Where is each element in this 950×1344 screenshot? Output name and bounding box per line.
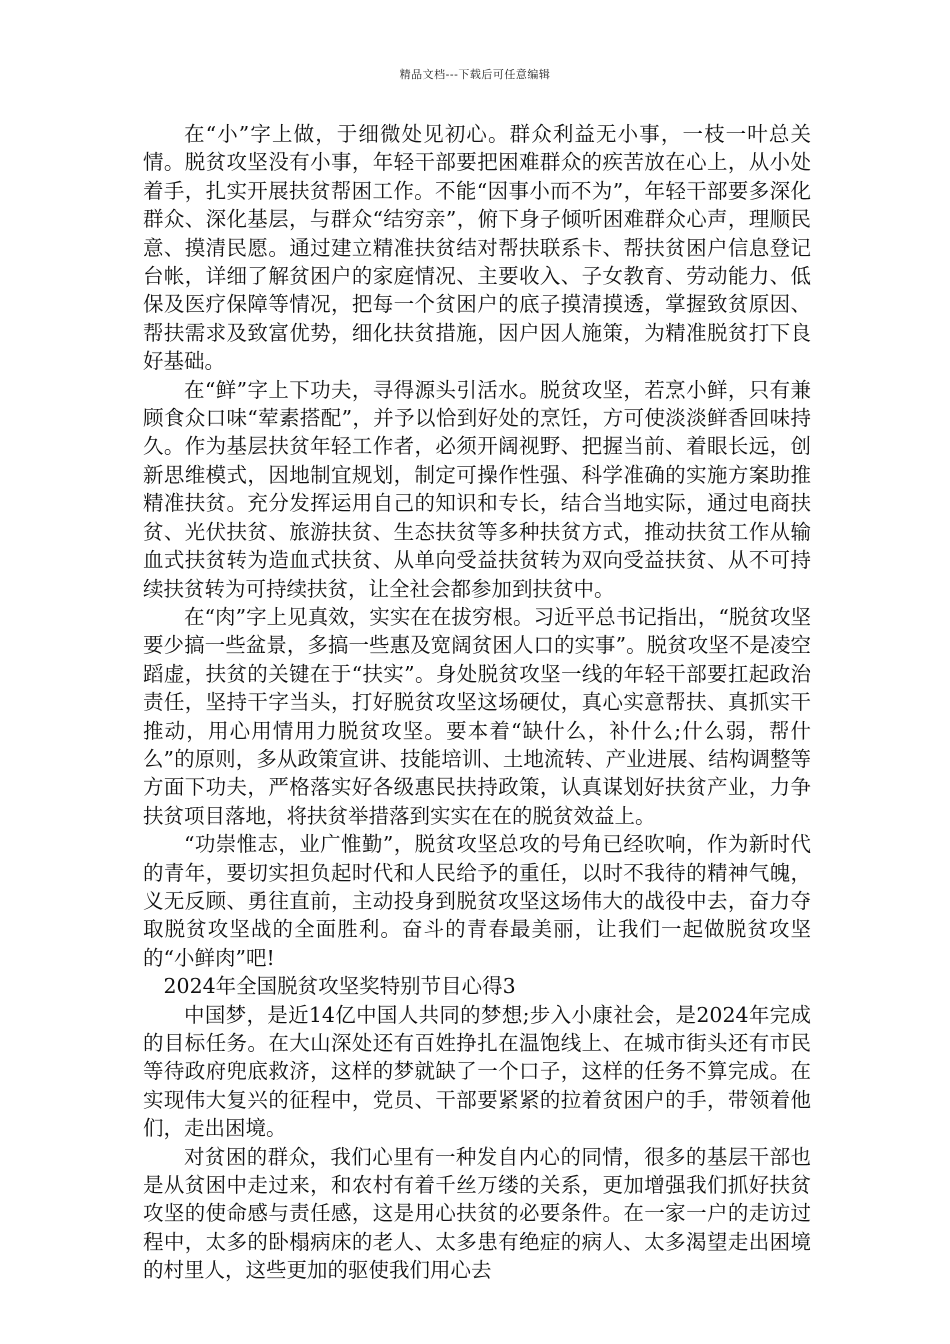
page-header: 精品文档---下载后可任意编辑 [399, 68, 551, 81]
paragraph-small-details: 在“小”字上做，于细微处见初心。群众利益无小事，一枝一叶总关情。脱贫攻坚没有小事，年轻干部要把困难群众的疾苦放在心上，从小处着手，扎实开展扶贫帮困工作。不能“因事小而不为”，年轻干部要多深化群众、深化基层，与群众“结穷亲”，俯下身子倾听困难群众心声，理顺民意、摸清民愿。通过建立精准扶贫结对帮扶联系卡、帮扶贫困户信息登记台帐，详细了解贫困户的家庭情况、主要收入、子女教育、劳动能力、低保及医疗保障等情况，把每一个贫困户的底子摸清摸透，掌握致贫原因、帮扶需求及致富优势，细化扶贫措施，因户因人施策，为精准脱贫打下良好基础。 [143, 122, 811, 374]
paragraph-real-effects: 在“肉”字上见真效，实实在在拔穷根。习近平总书记指出，“脱贫攻坚要少搞一些盆景，多搞一些惠及宽阔贫困人口的实事”。脱贫攻坚不是凌空蹈虚，扶贫的关键在于“扶实”。身处脱贫攻坚一线的年轻干部要扛起政治责任，坚持干字当头，打好脱贫攻坚这场硬仗，真心实意帮扶、真抓实干推动，用心用情用力脱贫攻坚。要本着“缺什么，补什么;什么弱，帮什么”的原则，多从政策宣讲、技能培训、土地流转、产业进展、结构调整等方面下功夫，严格落实好各级惠民扶持政策，认真谋划好扶贫产业，力争扶贫项目落地，将扶贫举措落到实实在在的脱贫效益上。 [143, 604, 811, 828]
paragraph-youth-call: “功崇惟志，业广惟勤”，脱贫攻坚总攻的号角已经吹响，作为新时代的青年，要切实担负起时代和人民给予的重任，以时不我待的精神气魄，义无反顾、勇往直前，主动投身到脱贫攻坚这场伟大的战役中去，奋力夺取脱贫攻坚战的全面胜利。奋斗的青春最美丽，让我们一起做脱贫攻坚的“小鲜肉”吧! [143, 832, 811, 970]
paragraph-china-dream: 中国梦，是近14亿中国人共同的梦想;步入小康社会，是2024年完成的目标任务。在大山深处还有百姓挣扎在温饱线上、在城市街头还有市民等待政府兜底救济，这样的梦就缺了一个口子，这样的任务不算完成。在实现伟大复兴的征程中，党员、干部要紧紧的拉着贫困户的手，带领着他们，走出困境。 [143, 1002, 811, 1141]
section-heading: 2024年全国脱贫攻坚奖特别节目心得3 [163, 974, 516, 999]
document-body [143, 120, 811, 1285]
paragraph-sympathy: 对贫困的群众，我们心里有一种发自内心的同情，很多的基层干部也是从贫困中走过来，和农村有着千丝万缕的关系，更加增强我们抓好扶贫攻坚的使命感与责任感，这是用心扶贫的必要条件。在一家一户的走访过程中，太多的卧榻病床的老人、太多患有绝症的病人、太多渴望走出困境的村里人，这些更加的驱使我们用心去 [143, 1144, 811, 1283]
paragraph-fresh-ideas: 在“鲜”字上下功夫，寻得源头引活水。脱贫攻坚，若烹小鲜，只有兼顾食众口味“荤素搭配”，并予以恰到好处的烹饪，方可使淡淡鲜香回味持久。作为基层扶贫年轻工作者，必须开阔视野、把握当前、着眼长远，创新思维模式，因地制宜规划，制定可操作性强、科学准确的实施方案助推精准扶贫。充分发挥运用自己的知识和专长，结合当地实际，通过电商扶贫、光伏扶贫、旅游扶贫、生态扶贫等多种扶贫方式，推动扶贫工作从输血式扶贫转为造血式扶贫、从单向受益扶贫转为双向受益扶贫、从不可持续扶贫转为可持续扶贫，让全社会都参加到扶贫中。 [143, 377, 811, 601]
